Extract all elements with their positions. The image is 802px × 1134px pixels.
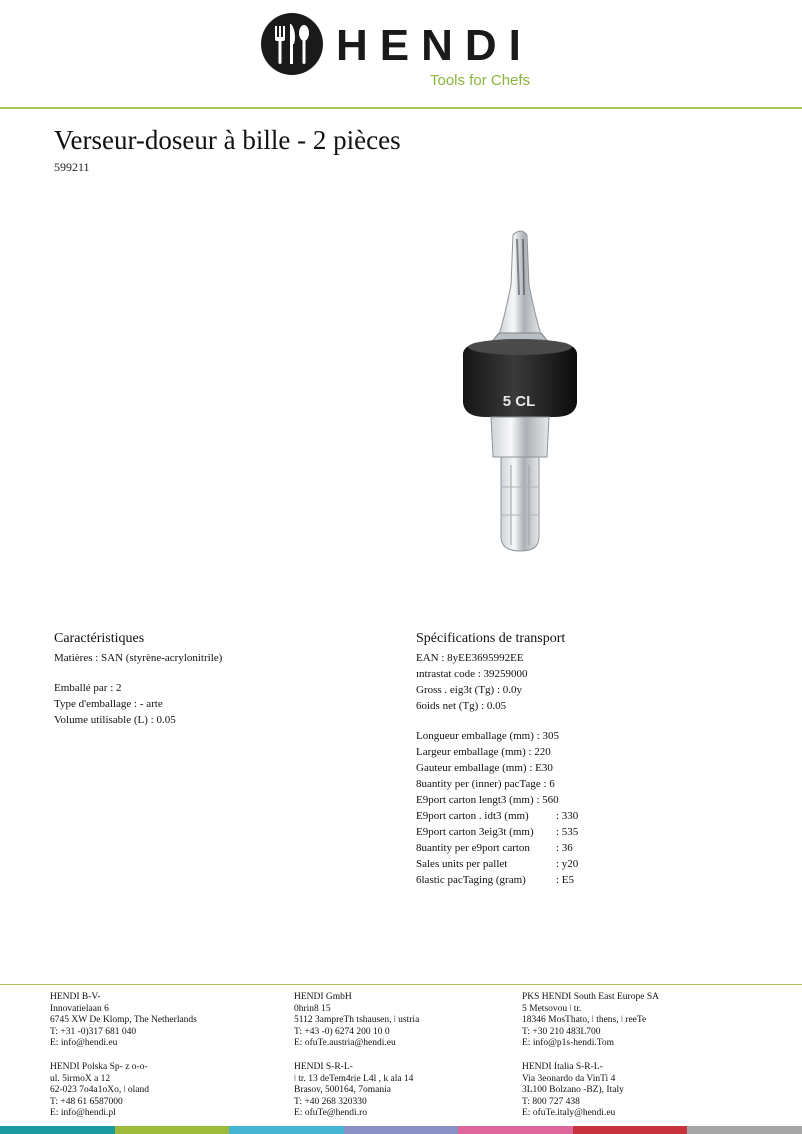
- transport-intrastat: ɪntrastat code : 39259000: [416, 668, 528, 680]
- transport-pack-width: Largeur emballage (mm) : 220: [416, 746, 551, 758]
- transport-gross-weight: Gross . eig3t (Tg) : 0.0y: [416, 684, 523, 696]
- transport-net-weight: 6oids net (Tg) : 0.05: [416, 700, 507, 712]
- feature-material: Matières : SAN (styrène-acrylonitrile): [54, 652, 223, 664]
- brand-name: HENDI: [336, 21, 533, 70]
- color-band: [687, 1126, 802, 1134]
- capacity-label: 5 CL: [502, 393, 536, 410]
- office-poland: HENDI Polska Sp- z o-o- ul. 5irmoX a 12 62-023 7o4a1oXo, ǀ oland T: +48 61 6587000 E: info@hendi.pl: [50, 1062, 149, 1119]
- color-band: [229, 1126, 344, 1134]
- color-band: [344, 1126, 459, 1134]
- product-title: Verseur-doseur à bille - 2 pièces: [54, 125, 401, 155]
- office-netherlands: HENDI B-V- Innovatielaan 6 6745 XW De Klomp, The Netherlands T: +31 -0)317 681 040 E: info@hendi.eu: [50, 992, 197, 1049]
- office-romania: HENDI S-R-L- ǀ tr. 13 deTem4rie L4l , k ala 14 Brasov, 500164, 7omania T: +40 268 320330 E: ofuTe@hendi.ro: [294, 1062, 414, 1119]
- fork-knife-spoon-logo-icon: [260, 12, 324, 76]
- pourer-product-image: [455, 225, 585, 565]
- office-italy: HENDI Italia S-R-L- Via 3eonardo da VinTi 4 3L100 Bolzano -BZ), Italy T: 800 727 438 E: ofuTe.italy@hendi.eu: [522, 1062, 624, 1119]
- transport-heading: Spécifications de transport: [416, 631, 566, 646]
- features-section: [54, 630, 374, 728]
- transport-pallet-units: Sales units per pallet : y20: [416, 858, 579, 870]
- brand-color-bar: [0, 1126, 802, 1134]
- transport-pack-length: Longueur emballage (mm) : 305: [416, 730, 559, 742]
- transport-carton-qty: 8uantity per e9port carton : 36: [416, 842, 573, 854]
- transport-carton-width: E9port carton . idt3 (mm) : 330: [416, 810, 579, 822]
- transport-inner-qty: 8uantity per (inner) pacTage : 6: [416, 778, 555, 790]
- feature-pack-type: Type d'emballage : - arte: [54, 698, 163, 710]
- page-header: [0, 0, 802, 108]
- footer-divider: [0, 984, 802, 985]
- office-austria: HENDI GmbH 0hrin8 15 5112 3ampreTh tshausen, ǀ ustria T: +43 -0) 6274 200 10 0 E: ofuTe.austria@hendi.eu: [294, 992, 420, 1049]
- product-sku: 599211: [54, 160, 90, 174]
- color-band: [0, 1126, 115, 1134]
- transport-carton-length: E9port carton lengt3 (mm) : 560: [416, 794, 559, 806]
- header-divider: [0, 107, 802, 109]
- transport-carton-height: E9port carton 3eig3t (mm) : 535: [416, 826, 579, 838]
- office-greece: PKS HENDI South East Europe SA 5 Metsovou ǀ tr. 18346 MosThato, ǀ thens, ǀ reeTe T: +30 210 483L700 E: info@p1s-hendi.Tom: [522, 992, 659, 1049]
- transport-section: [416, 630, 776, 888]
- transport-plastic-packaging: 6lastic pacTaging (gram) : E5: [416, 874, 575, 886]
- color-band: [458, 1126, 573, 1134]
- transport-pack-height: Gauteur emballage (mm) : E30: [416, 762, 553, 774]
- color-band: [115, 1126, 230, 1134]
- color-band: [573, 1126, 688, 1134]
- feature-pack-qty: Emballé par : 2: [54, 682, 122, 694]
- transport-ean: EAN : 8yEE3695992EE: [416, 652, 524, 664]
- feature-volume: Volume utilisable (L) : 0.05: [54, 714, 176, 726]
- brand-tagline: Tools for Chefs: [430, 72, 531, 89]
- features-heading: Caractéristiques: [54, 631, 145, 646]
